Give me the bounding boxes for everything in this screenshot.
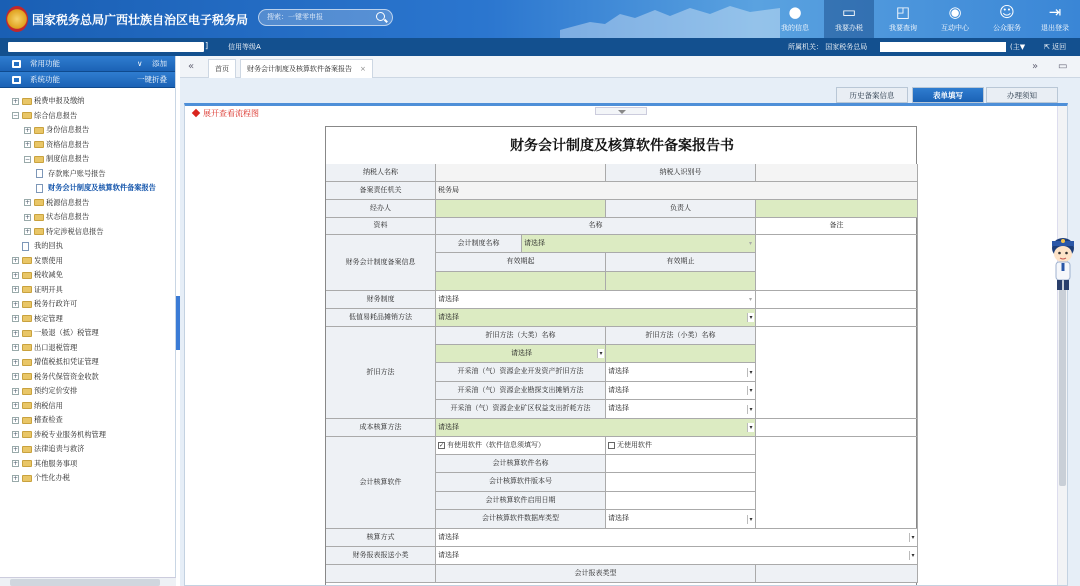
taxpayer-id-label: 纳税人识别号 — [606, 164, 756, 182]
tree-item[interactable] — [0, 94, 175, 109]
credit-level: 信用等级A — [228, 43, 261, 51]
dep-minor-input[interactable] — [606, 345, 756, 363]
tree-item-label: 税务行政许可 — [34, 299, 78, 308]
cost-method-label: 成本核算方法 — [326, 419, 436, 437]
select-text: 请选择 — [608, 404, 629, 413]
tree-item-label: 我的回执 — [34, 241, 63, 250]
tree-item-label: 存款账户账号报告 — [48, 168, 106, 178]
financial-system-label: 财务制度 — [326, 291, 436, 309]
grid-icon — [12, 76, 21, 84]
folder-icon — [34, 199, 44, 206]
collapse-icon[interactable]: − — [25, 155, 31, 163]
software-name-input[interactable] — [606, 455, 756, 473]
tree-item[interactable] — [0, 413, 175, 428]
collapse-icon[interactable]: − — [13, 112, 19, 119]
folder-icon — [22, 286, 32, 293]
expand-icon[interactable]: + — [25, 228, 31, 235]
diamond-icon — [192, 109, 200, 117]
expand-icon[interactable]: + — [25, 199, 31, 206]
software-label: 会计核算软件 — [326, 437, 436, 529]
nav-label: 我要办税 — [835, 24, 863, 32]
select-text: 请选择 — [438, 532, 459, 541]
folder-icon — [34, 127, 44, 134]
tree-item-label: 状态信息报告 — [46, 212, 90, 221]
tree-item[interactable] — [0, 254, 175, 269]
tab-active-report[interactable] — [240, 59, 373, 78]
common-functions-header[interactable] — [0, 56, 175, 72]
tree-item[interactable] — [0, 268, 175, 283]
chat-icon: ◉ — [948, 3, 962, 21]
common-label: 常用功能 — [30, 59, 60, 68]
scroll-thumb[interactable] — [1059, 266, 1066, 486]
dropdown-arrow-icon[interactable]: ▾ — [747, 368, 754, 377]
folder-icon — [34, 141, 44, 148]
tree-item-label: 资格信息报告 — [46, 139, 90, 149]
dep-row-label: 开采油（气）资源企业矿区权益支出折耗方法 — [436, 400, 606, 419]
query-icon: ◰ — [895, 3, 911, 21]
add-label: 添加 — [152, 59, 167, 68]
tree-item-label: 税收减免 — [34, 270, 63, 279]
system-label: 系统功能 — [30, 75, 60, 84]
logout-icon: ⇥ — [1048, 3, 1062, 21]
flow-label: 展开查看流程图 — [203, 109, 259, 118]
tab-form-fill[interactable]: 表单填写 — [912, 87, 984, 103]
tree-item-label: 预约定价安排 — [34, 386, 78, 395]
remark-col-header: 备注 — [756, 218, 918, 235]
tree-item[interactable] — [0, 138, 175, 153]
select-text: 请选择 — [511, 348, 532, 357]
tree-item-label: 证明开具 — [34, 284, 63, 294]
tree-item[interactable] — [0, 341, 175, 356]
authority-label: 备案责任机关 — [326, 182, 436, 200]
expand-icon[interactable]: + — [13, 460, 19, 467]
report-subclass-select[interactable] — [436, 547, 918, 565]
return-link[interactable]: ⇱ 返回 — [1044, 43, 1067, 51]
folder-icon — [22, 272, 32, 279]
filing-info-label: 财务会计制度备案信息 — [326, 235, 436, 291]
tree-item[interactable] — [0, 399, 175, 414]
tree-item-label: 财务会计制度及核算软件备案报告 — [48, 183, 156, 192]
tab-home[interactable] — [208, 59, 236, 78]
tree-item[interactable] — [0, 181, 175, 196]
tab-scroll-right-icon[interactable]: » — [1032, 61, 1039, 72]
tab-history-filings[interactable]: 历史备案信息 — [836, 87, 908, 103]
tree-item-label: 其他服务事项 — [34, 458, 78, 468]
checkbox-icon[interactable] — [608, 442, 615, 449]
dropdown-arrow-icon[interactable]: ▾ — [747, 515, 754, 524]
nav-label: 公众服务 — [993, 24, 1021, 32]
select-text: 请选择 — [438, 294, 459, 303]
expand-icon[interactable]: + — [13, 315, 19, 322]
financial-system-remark[interactable] — [756, 291, 918, 309]
expand-icon[interactable]: + — [13, 97, 19, 105]
content-area — [180, 78, 1080, 586]
page-icon — [36, 169, 43, 178]
great-wall-decoration — [560, 0, 780, 38]
tree-item[interactable] — [0, 384, 175, 399]
next-row-remark — [756, 565, 918, 583]
main-org-dropdown[interactable]: (主▼ — [1010, 43, 1026, 51]
folder-icon — [22, 417, 32, 424]
accounting-system-name-select[interactable] — [522, 235, 756, 253]
taxpayer-name-redacted — [8, 42, 204, 52]
user-icon: ● — [788, 3, 802, 21]
scroll-thumb[interactable] — [10, 579, 160, 586]
tree-item-label: 纳税信用 — [34, 400, 63, 410]
tax-emblem-icon — [6, 6, 28, 32]
user-info-bar — [0, 38, 1080, 56]
expand-icon[interactable]: + — [13, 431, 19, 438]
header-search-input[interactable] — [258, 9, 393, 26]
tab-bar — [180, 56, 1080, 78]
folder-icon — [22, 257, 32, 264]
expand-icon[interactable]: + — [13, 402, 19, 409]
people-icon: ☺ — [999, 3, 1015, 21]
grid-icon — [12, 60, 21, 68]
low-value-label: 低值易耗品摊销方法 — [326, 309, 436, 327]
tree-item[interactable] — [0, 355, 175, 370]
tree-item[interactable] — [0, 297, 175, 312]
expand-icon[interactable]: + — [25, 126, 31, 134]
tree-item[interactable] — [0, 196, 175, 211]
close-icon[interactable]: × — [360, 65, 366, 73]
folder-icon — [22, 112, 32, 119]
monitor-icon: ▭ — [841, 3, 857, 21]
bracket: ] — [205, 41, 209, 50]
tree-item[interactable] — [0, 109, 175, 124]
dep-major-label: 折旧方法（大类）名称 — [436, 327, 606, 345]
folder-icon — [22, 359, 32, 366]
folder-icon — [34, 156, 44, 163]
tree-item-label: 法律追责与救济 — [34, 444, 85, 453]
dropdown-arrow-icon[interactable]: ▾ — [747, 405, 754, 414]
tree-item-label: 涉税专业服务机构管理 — [34, 429, 106, 439]
expand-icon[interactable]: + — [25, 213, 31, 221]
no-software-checkbox[interactable] — [606, 437, 756, 455]
nav-public-service[interactable] — [982, 0, 1032, 38]
nav-logout[interactable] — [1030, 0, 1080, 38]
folder-icon — [22, 98, 32, 105]
expand-icon[interactable]: + — [13, 474, 19, 482]
dropdown-arrow-icon[interactable]: ▾ — [747, 423, 754, 432]
nav-my-info[interactable] — [770, 0, 820, 38]
tree-item[interactable] — [0, 312, 175, 327]
dep-row-select[interactable] — [606, 400, 756, 419]
depreciation-remark[interactable] — [756, 327, 918, 419]
tree-item[interactable] — [0, 123, 175, 138]
collapse-all-button[interactable]: 一键折叠 — [137, 75, 167, 84]
nav-label: 互动中心 — [941, 24, 969, 32]
tree-item[interactable] — [0, 370, 175, 385]
valid-to-input[interactable] — [606, 272, 756, 291]
folder-icon — [22, 330, 32, 337]
tree-item[interactable] — [0, 225, 175, 240]
software-date-label: 会计核算软件启用日期 — [436, 492, 606, 510]
expand-icon[interactable]: + — [13, 300, 19, 308]
nav-do-tax[interactable] — [824, 0, 874, 38]
tree-item-label: 个性化办税 — [34, 473, 70, 482]
form-title: 财务会计制度及核算软件备案报告书 — [510, 138, 734, 154]
page-icon — [22, 242, 29, 251]
site-title: 国家税务总局广西壮族自治区电子税务局 — [32, 13, 249, 27]
dropdown-arrow-icon[interactable]: ▾ — [747, 313, 754, 322]
select-text: 请选择 — [438, 550, 459, 559]
return-label: 返回 — [1052, 43, 1067, 51]
dep-major-select[interactable] — [436, 345, 606, 363]
folder-icon — [22, 402, 32, 409]
expand-icon[interactable]: + — [13, 271, 19, 279]
taxpayer-id-value — [756, 164, 918, 182]
expand-icon[interactable]: + — [13, 373, 19, 380]
software-date-input[interactable] — [606, 492, 756, 510]
panel-vertical-scrollbar[interactable] — [1057, 106, 1067, 586]
sidebar — [0, 56, 176, 586]
checkbox-checked-icon[interactable]: ✓ — [439, 442, 445, 449]
folder-icon — [22, 315, 32, 322]
valid-from-label: 有效期起 — [436, 253, 606, 272]
sidebar-horizontal-scrollbar[interactable] — [0, 577, 176, 586]
org-name-redacted — [880, 42, 1006, 52]
tab-scroll-left-icon[interactable]: « — [188, 61, 195, 72]
tree-item[interactable] — [0, 471, 175, 486]
dropdown-arrow-icon[interactable]: ▾ — [747, 386, 754, 395]
financial-system-select[interactable] — [436, 291, 756, 309]
select-text: 请选择 — [608, 367, 629, 376]
tree-item[interactable] — [0, 428, 175, 443]
org-label — [788, 42, 867, 52]
no-software-text: 无使用软件 — [617, 440, 652, 449]
software-remark[interactable] — [756, 437, 918, 529]
tab-instructions[interactable]: 办理须知 — [986, 87, 1058, 103]
expand-icon[interactable]: + — [13, 329, 19, 337]
assistant-mascot-icon[interactable] — [1048, 232, 1078, 294]
report-subclass-label: 财务报表报送小类 — [326, 547, 436, 565]
handler-label: 经办人 — [326, 200, 436, 218]
tree-item-label: 增值税抵扣凭证管理 — [34, 357, 99, 366]
software-db-select[interactable] — [606, 510, 756, 529]
tree-item[interactable] — [0, 210, 175, 225]
folder-icon — [22, 460, 32, 467]
expand-icon[interactable]: + — [13, 387, 19, 395]
nav-query[interactable] — [878, 0, 928, 38]
tree-item-label: 身份信息报告 — [46, 125, 90, 134]
valid-to-label: 有效期止 — [606, 253, 756, 272]
cost-method-remark[interactable] — [756, 419, 918, 437]
expand-icon[interactable]: + — [13, 358, 19, 366]
tree-item-label: 税费申报及缴纳 — [34, 96, 85, 105]
next-row-empty — [326, 565, 436, 583]
tree-item[interactable] — [0, 442, 175, 457]
valid-from-input[interactable] — [436, 272, 606, 291]
nav-label: 我要查询 — [889, 24, 917, 32]
folder-icon — [22, 301, 32, 308]
expand-icon[interactable]: + — [13, 286, 19, 293]
tree-item-label: 核定管理 — [34, 313, 63, 323]
tree-item-label: 特定涉税信息报告 — [46, 226, 104, 236]
dropdown-arrow-icon[interactable]: ▾ — [909, 551, 916, 560]
tree-item-label: 一般退（抵）税管理 — [34, 328, 99, 337]
tree-item[interactable] — [0, 283, 175, 298]
nav-label: 退出登录 — [1041, 24, 1069, 32]
tree-item-label: 税源信息报告 — [46, 197, 90, 207]
folder-icon — [22, 475, 32, 482]
folder-icon — [22, 431, 32, 438]
next-row-label: 会计报表类型 — [436, 565, 756, 583]
org-label-text: 所属机关： — [788, 43, 823, 51]
dep-minor-label: 折旧方法（小类）名称 — [606, 327, 756, 345]
tab-active-label: 财务会计制度及核算软件备案报告 — [247, 65, 352, 73]
has-software-text: 有使用软件（软件信息须填写） — [447, 440, 545, 449]
tree-item-label: 制度信息报告 — [46, 154, 90, 163]
dep-row-select[interactable] — [606, 363, 756, 382]
function-tree — [0, 88, 175, 486]
org-prefix: 国家税务总局 — [825, 43, 868, 51]
top-header — [0, 0, 1080, 38]
expand-icon[interactable]: + — [13, 445, 19, 453]
taxpayer-name-value — [436, 164, 606, 182]
accounting-mode-select[interactable] — [436, 529, 918, 547]
expand-flowchart-link[interactable] — [193, 108, 259, 119]
folder-icon — [22, 446, 32, 453]
tree-item[interactable] — [0, 239, 175, 254]
folder-icon — [34, 214, 44, 221]
name-col-header: 名称 — [436, 218, 756, 235]
tree-item[interactable] — [0, 326, 175, 341]
dropdown-arrow-icon[interactable]: ▾ — [748, 296, 752, 303]
taxpayer-name-label: 纳税人名称 — [326, 164, 436, 182]
folder-icon — [22, 344, 32, 351]
folder-icon — [34, 228, 44, 235]
select-text: 请选择 — [608, 385, 629, 394]
low-value-remark[interactable] — [756, 309, 918, 327]
tab-menu-icon[interactable]: ▭ — [1058, 61, 1068, 72]
responsible-input[interactable] — [756, 200, 918, 218]
expand-icon[interactable]: + — [13, 416, 19, 424]
accounting-mode-label: 核算方式 — [326, 529, 436, 547]
tree-item-label: 综合信息报告 — [34, 110, 78, 120]
folder-icon — [22, 388, 32, 395]
filing-info-remark[interactable] — [756, 235, 918, 291]
dropdown-arrow-icon[interactable]: ▾ — [748, 240, 752, 247]
page-icon — [36, 184, 43, 193]
filing-form — [325, 126, 917, 586]
dropdown-arrow-icon[interactable]: ▾ — [909, 533, 916, 542]
has-software-checkbox[interactable] — [436, 437, 606, 455]
tree-item[interactable] — [0, 152, 175, 167]
software-name-label: 会计核算软件名称 — [436, 455, 606, 473]
low-value-select[interactable] — [436, 309, 756, 327]
handler-input[interactable] — [436, 200, 606, 218]
select-text: 请选择 — [608, 514, 629, 523]
dep-row-label: 开采油（气）资源企业勘探支出摊销方法 — [436, 382, 606, 400]
software-db-label: 会计核算软件数据库类型 — [436, 510, 606, 529]
form-panel — [184, 103, 1068, 586]
expand-icon[interactable]: + — [13, 344, 19, 351]
select-text: 请选择 — [438, 312, 459, 321]
panel-toggle-handle[interactable] — [595, 107, 647, 115]
dropdown-arrow-icon[interactable]: ▾ — [597, 349, 604, 358]
select-text: 请选择 — [438, 422, 459, 431]
search-icon[interactable] — [376, 12, 385, 21]
nav-interaction[interactable] — [930, 0, 980, 38]
dep-row-label: 开采油（气）资源企业开发资产折旧方法 — [436, 363, 606, 382]
tree-item-label: 出口退税管理 — [34, 342, 78, 352]
depreciation-label: 折旧方法 — [326, 327, 436, 419]
software-version-label: 会计核算软件版本号 — [436, 473, 606, 492]
system-functions-header[interactable] — [0, 72, 175, 88]
select-text: 请选择 — [524, 238, 545, 247]
expand-icon[interactable]: + — [25, 141, 31, 148]
expand-icon[interactable]: + — [13, 257, 19, 264]
add-button[interactable]: ∨ 添加 — [136, 59, 167, 68]
tree-item[interactable] — [0, 457, 175, 472]
tree-item[interactable] — [0, 167, 175, 182]
authority-value: 税务局 — [436, 182, 918, 200]
nav-label: 我的信息 — [781, 24, 809, 32]
folder-icon — [22, 373, 32, 380]
cost-method-select[interactable] — [436, 419, 756, 437]
tree-item-label: 稽查检查 — [34, 415, 63, 424]
software-version-input[interactable] — [606, 473, 756, 492]
materials-header: 资料 — [326, 218, 436, 235]
tree-item-label: 发票使用 — [34, 255, 63, 265]
responsible-label: 负责人 — [606, 200, 756, 218]
tab-home-label: 首页 — [215, 65, 229, 73]
tree-item-label: 税务代保管资金收款 — [34, 371, 99, 381]
accounting-system-name-label: 会计制度名称 — [436, 235, 522, 253]
dep-row-select[interactable] — [606, 382, 756, 400]
